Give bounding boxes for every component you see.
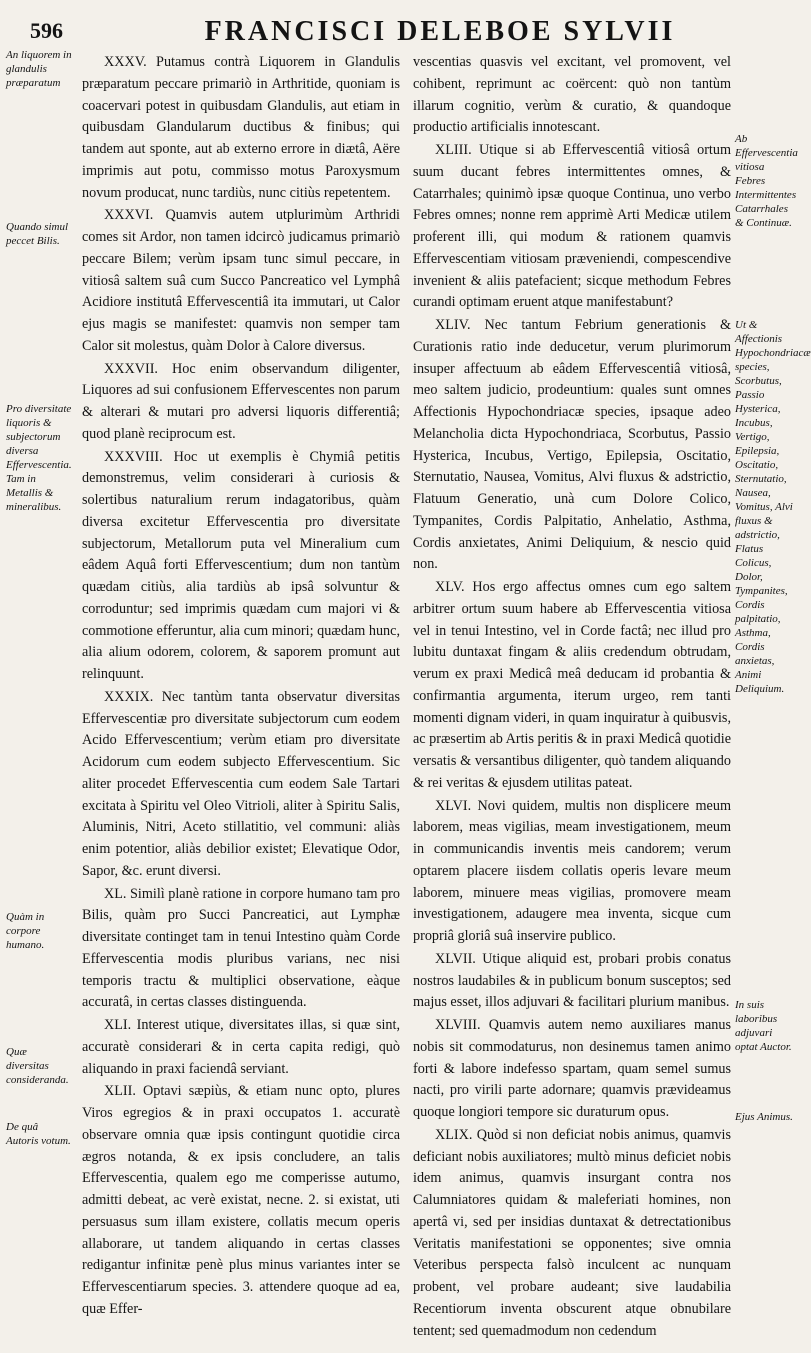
margin-note: Quando simul peccet Bilis. <box>6 221 69 247</box>
margin-note: Ab Effervescentia vitiosa Febres Intermittentes Catarrhales & Continuæ. <box>735 133 798 229</box>
margin-note: Quæ diversitas consideranda. <box>6 1046 69 1086</box>
paragraph: XLVIII. Quamvis autem nemo auxiliares manus nobis sit commodaturus, non desinemus tamen animo forti & labore indefesso spartam, quam semel sumus nacti, pro virili parte adornare; quamvis prævideamus quoque longiori tempore sic duraturum opus. <box>413 1017 731 1120</box>
paragraph: XLVII. Utique aliquid est, probari probis conatus nostros laudabiles & in publicum bonum susceptos; sed majus esset, illos adjuvari & facilitari plurium manibus. <box>413 950 731 1011</box>
page-number: 596 <box>30 18 63 43</box>
paragraph: XLV. Hos ergo affectus omnes cum ego saltem arbitrer ortum suum habere ab Effervescentia vitiosa vel in tenui Intestino, vel in Corde factâ; nec illud pro lubitu duntaxat fingam & aliis credendum obtrudam, verum ex praxi Medicâ meâ deducam id probantia & confirmantia argumenta, iterum urgeo, rem tanti momenti dignam videri, in quam inquiratur à quibusvis, ac præsertim ab Artis peritis & in praxi Medicâ quotidie versatis & versantibus diligenter, quò tandem aliquando & rei veritas & ejusdem utilitas pateat. <box>413 579 731 791</box>
running-head: FRANCISCI DELEBOE SYLVII <box>204 16 676 47</box>
paragraph: XXXVIII. Hoc ut exemplis è Chymiâ petitis demonstremus, velim considerari à curiosis & solertibus naturalium rerum indagatoribus, quàm diversa excitetur Effervescentia pro diversitate subjectorum, Metallorum puta vel Mineralium cum eâdem Aquâ forti Effervescentium; dum non tantùm quædam citiùs, alia tardiùs ab ipsâ solvuntur & corroduntur; sed imprimis quædam cum majori vi & commotione efferuntur, alia cum minori; quædam hunc, alia alium odorem, colorem, & saporem promunt aut relinquunt. <box>82 448 400 682</box>
margin-note: Pro diversitate liquoris & subjectorum diversa Effervescentia. Tam in Metallis & mineralibus. <box>6 403 72 513</box>
paragraph: XXXIX. Nec tantùm tanta observatur diversitas Effervescentiæ pro diversitate subjectorum cum eodem Acido Effervescentium; verùm etiam pro diversitate Acidorum cum eodem subjecto Effervescentium. Sic aliter procedet Effervescentia cum eodem Sale Tartari excitata à Spiritu vel Oleo Vitrioli, aliter à Spiritu Salis, Aluminis, Nitri, Aceto stillatitio, vel communi: aliàs enim potentior, aliàs debilior existet; Elevatique Odor, Sapor, &c. erunt diversi. <box>82 688 400 879</box>
paragraph: XLIX. Quòd si non deficiat nobis animus, quamvis deficiant nobis auxiliatores; multò minus deficiet nobis idem animus, quamvis insurgant contra nos Calumniatores quidam & maleferiati homines, non apertâ vi, sed per insidias duntaxat & detrectationibus Veritatis manifestationi se opponentes; sive omnia Veteribus perspecta falsò inculcent ac nunquam probent, vel probare audeant; sive laudabilia Recentiorum inventa obscurent atque obnubilare tentent; sed quemadmodum non cedendum <box>413 1126 731 1339</box>
paragraph: XXXVII. Hoc enim observandum diligenter, Liquores ad sui confusionem Effervescentes non parum & alterari & mutari pro adversi liquoris differentiâ; quod planè reciprocum est. <box>82 360 400 442</box>
paragraph: XXXV. Putamus contrà Liquorem in Glandulis præparatum peccare primariò in Arthritide, quoniam is coacervari potest in quibusdam Glandulis, aut etiam in quibusdam Glandularum ductibus & finibus; qui tandem aut sponte, aut ab externo errore in diætâ, Aëre imprimis aut potu, commisso motus Paroxysmum novum producat, nunc tardiùs, nunc citiùs repetentem. <box>82 54 400 201</box>
paragraph: XLII. Optavi sæpiùs, & etiam nunc opto, plures Viros egregios & in praxi occupatos 1. accuratè observare omnia quæ ipsis contingunt quotidie circa ægros notanda, & ex ipsis concludere, an talis Effervescentia, qualem ego me comperisse autumo, admitti debeat, ac verè existat, necne. 2. si existat, uti persuasus sum illam existere, collatis mecum operis allaborare, ut tandem aliquando in certas classes redigantur infinitæ penè plus minus variantes inter se Effervescentiarum species. 3. attendere quoque ad ea, quæ Effer- <box>82 1083 400 1317</box>
margin-note: In suis laboribus adjuvari optat Auctor. <box>735 999 792 1053</box>
paragraph: vescentias quasvis vel excitant, vel promovent, vel cohibent, reprimunt ac coërcent: quò non tantùm illarum cognitio, verùm & curatio, & quandoque productio artificialis innotescant. <box>413 54 731 136</box>
margin-note: An liquorem in glandulis præparatum <box>6 49 72 89</box>
paragraph: XLIII. Utique si ab Effervescentiâ vitiosâ ortum suum ducant febres intermittentes omnes, & Catarrhales; quinimò ipsæ quoque Continua, uno verbo Febres omnes; nonne rem apprimè Arti Medicæ utilem proferent illi, qui modum & rationem quamvis Effervescentiam vitiosam præveniendi, compescendive invenient & aliis patefacient; sicque methodum Febres curandi optimam eruent atque manifestabunt? <box>413 142 731 311</box>
margin-note: Ejus Animus. <box>735 1111 793 1123</box>
margin-note: Quàm in corpore humano. <box>6 911 45 951</box>
paragraph: XLIV. Nec tantum Febrium generationis & Curationis ratio inde deducetur, verum plurimorum insuper affectuum ab eâdem Effervescentiâ vitiosâ, meo saltem judicio, prodeuntium: quales sunt omnes Affectionis Hypochondriacæ species, ipsaque adeo Melancholia dicta Hypochondriaca, Scorbutus, Passio Hysterica, Incubus, Vertigo, Epilepsia, Oscitatio, Sternutatio, Nausea, Vomitus, Alvi fluxus & adstrictio, Flatuum Generatio, unà cum Dolore Colico, Tympanites, Cordis Palpitatio, Anhelatio, Asthma, Cordis anxietates, Animi Deliquium, & nescio quid non. <box>413 317 731 573</box>
left-column <box>82 52 400 1322</box>
page-header <box>30 16 770 50</box>
paragraph: XLI. Interest utique, diversitates illas, si quæ sint, accuratè considerari & in certa capita redigi, quò aliquando in praxi faciendâ serviant. <box>82 1017 400 1077</box>
margin-note: Ut & Affectionis Hypochondriacæ species, Scorbutus, Passio Hysterica, Incubus, Vertigo, Epilepsia, Oscitatio, Sternutatio, Nausea, Vomitus, Alvi fluxus & adstrictio, Flatus Colicus, Dolor, Tympanites, Cordis palpitatio, Asthma, Cordis anxietas, Animi Deliquium. <box>735 319 811 695</box>
margin-note: De quâ Autoris votum. <box>6 1121 71 1147</box>
paragraph: XLVI. Novi quidem, multis non displicere meum laborem, meas vigilias, meam investigationem, meum in communicandis inventis meis candorem; verum optarem placere iisdem collatis operis levare meum laborem, minuere meas vigilias, promovere meam investigationem, adaugere mea inventa, sicque cum propriâ gloriâ suâ inservire publico. <box>413 797 731 944</box>
right-column <box>413 52 731 1343</box>
paragraph: XL. Similì planè ratione in corpore humano tam pro Bilis, quàm pro Succi Pancreatici, aut Lymphæ diversitate continget tam in tenui Intestino quàm Corde Effervescentia modis pluribus varians, nec nisi temporis tractu & multiplici observatione, eàque accuratâ, in certas classes distinguenda. <box>82 885 400 1011</box>
paragraph: XXXVI. Quamvis autem utplurimùm Arthridi comes sit Ardor, non tamen idcircò judicamus primariò peccare Bilem; verùm ipsam tunc simul peccare, in vitiosâ saltem suâ cum Succo Pancreatico vel Lymphâ Acidiore institutâ Effervescentiâ ita immutari, ut Calor ejus magis se manifestet: quamvis non semper tam Calor sit molestus, quàm Dolor à Calore diversus. <box>82 207 400 354</box>
